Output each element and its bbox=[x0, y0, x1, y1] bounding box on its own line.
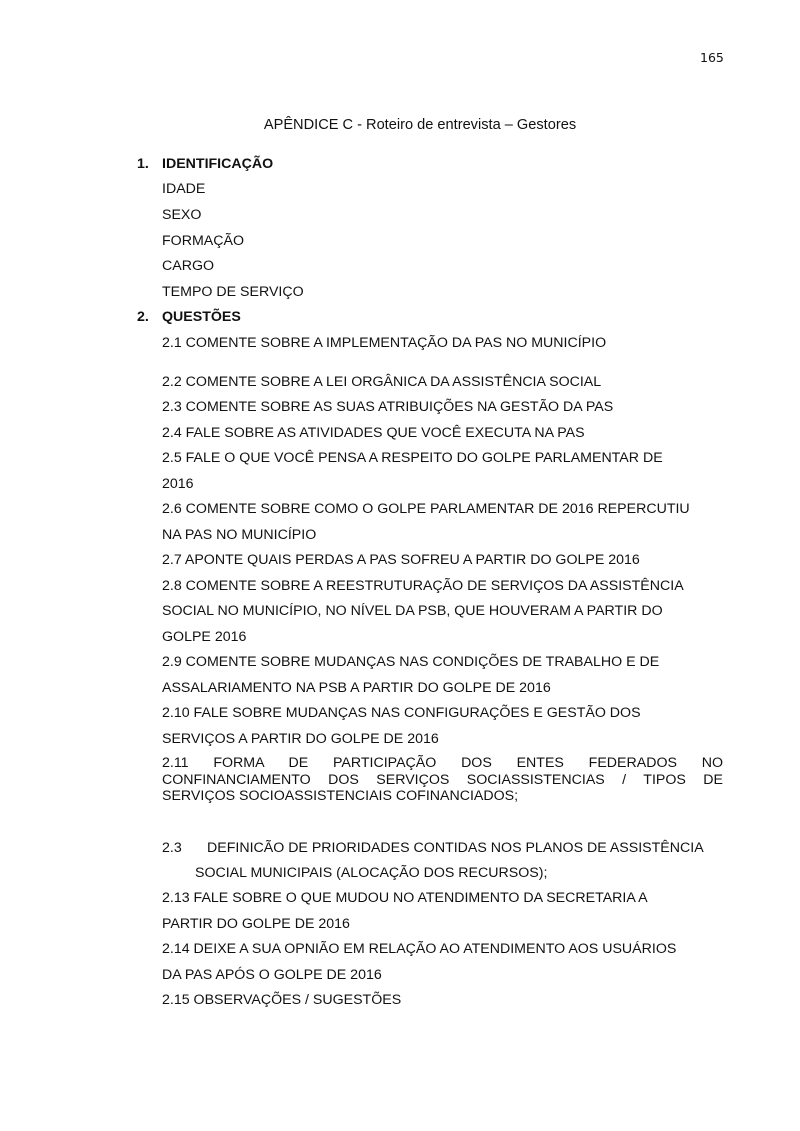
field-sexo: SEXO bbox=[162, 207, 202, 223]
field-tempo-de-servico: TEMPO DE SERVIÇO bbox=[162, 284, 304, 300]
question-2-10-line-1: 2.10 FALE SOBRE MUDANÇAS NAS CONFIGURAÇÕES E GESTÃO DOS bbox=[162, 705, 641, 721]
question-2-6-line-1: 2.6 COMENTE SOBRE COMO O GOLPE PARLAMENTAR DE 2016 REPERCUTIU bbox=[162, 501, 690, 517]
question-2-5-line-1: 2.5 FALE O QUE VOCÊ PENSA A RESPEITO DO GOLPE PARLAMENTAR DE bbox=[162, 450, 663, 466]
question-2-9-line-2: ASSALARIAMENTO NA PSB A PARTIR DO GOLPE DE 2016 bbox=[162, 680, 551, 696]
section-2-heading: QUESTÕES bbox=[162, 309, 241, 325]
question-2-11-line-2: CONFINANCIAMENTO DOS SERVIÇOS SOCIASSISTENCIAS / TIPOS DE bbox=[162, 771, 723, 788]
question-2-11 bbox=[162, 755, 723, 805]
question-2-4: 2.4 FALE SOBRE AS ATIVIDADES QUE VOCÊ EXECUTA NA PAS bbox=[162, 425, 585, 441]
question-2-14-line-2: DA PAS APÓS O GOLPE DE 2016 bbox=[162, 967, 382, 983]
section-2-number: 2. bbox=[137, 309, 149, 325]
question-2-13-line-1: 2.13 FALE SOBRE O QUE MUDOU NO ATENDIMENTO DA SECRETARIA A bbox=[162, 890, 648, 906]
appendix-title: APÊNDICE C - Roteiro de entrevista – Gestores bbox=[263, 117, 577, 133]
question-2-3b-line-2: SOCIAL MUNICIPAIS (ALOCAÇÃO DOS RECURSOS); bbox=[195, 865, 548, 881]
section-1-number: 1. bbox=[137, 156, 149, 172]
question-2-10-line-2: SERVIÇOS A PARTIR DO GOLPE DE 2016 bbox=[162, 731, 439, 747]
question-2-15: 2.15 OBSERVAÇÕES / SUGESTÕES bbox=[162, 992, 402, 1008]
question-2-11-line-3: SERVIÇOS SOCIOASSISTENCIAIS COFINANCIADOS; bbox=[162, 788, 519, 804]
question-2-7: 2.7 APONTE QUAIS PERDAS A PAS SOFREU A PARTIR DO GOLPE 2016 bbox=[162, 552, 640, 568]
question-2-8-line-1: 2.8 COMENTE SOBRE A REESTRUTURAÇÃO DE SERVIÇOS DA ASSISTÊNCIA bbox=[162, 578, 684, 594]
question-2-3b-line-1: DEFINICÃO DE PRIORIDADES CONTIDAS NOS PLANOS DE ASSISTÊNCIA bbox=[207, 840, 704, 856]
question-2-3: 2.3 COMENTE SOBRE AS SUAS ATRIBUIÇÕES NA GESTÃO DA PAS bbox=[162, 399, 614, 415]
question-2-11-line-1: 2.11 FORMA DE PARTICIPAÇÃO DOS ENTES FEDERADOS NO bbox=[162, 755, 723, 771]
section-1-heading: IDENTIFICAÇÃO bbox=[162, 156, 274, 172]
question-2-6-line-2: NA PAS NO MUNICÍPIO bbox=[162, 527, 317, 543]
question-2-1: 2.1 COMENTE SOBRE A IMPLEMENTAÇÃO DA PAS NO MUNICÍPIO bbox=[162, 335, 607, 351]
question-2-8-line-3: GOLPE 2016 bbox=[162, 629, 247, 645]
question-2-3b-number: 2.3 bbox=[162, 840, 182, 856]
question-2-13-line-2: PARTIR DO GOLPE DE 2016 bbox=[162, 916, 350, 932]
question-2-14-line-1: 2.14 DEIXE A SUA OPNIÃO EM RELAÇÃO AO ATENDIMENTO AOS USUÁRIOS bbox=[162, 941, 677, 957]
page-number: 165 bbox=[700, 50, 724, 65]
field-idade: IDADE bbox=[162, 181, 206, 197]
question-2-9-line-1: 2.9 COMENTE SOBRE MUDANÇAS NAS CONDIÇÕES DE TRABALHO E DE bbox=[162, 654, 660, 670]
field-cargo: CARGO bbox=[162, 258, 215, 274]
question-2-5-line-2: 2016 bbox=[162, 476, 194, 492]
question-2-2: 2.2 COMENTE SOBRE A LEI ORGÂNICA DA ASSISTÊNCIA SOCIAL bbox=[162, 374, 602, 390]
question-2-8-line-2: SOCIAL NO MUNICÍPIO, NO NÍVEL DA PSB, QUE HOUVERAM A PARTIR DO bbox=[162, 603, 663, 619]
field-formacao: FORMAÇÃO bbox=[162, 233, 244, 249]
